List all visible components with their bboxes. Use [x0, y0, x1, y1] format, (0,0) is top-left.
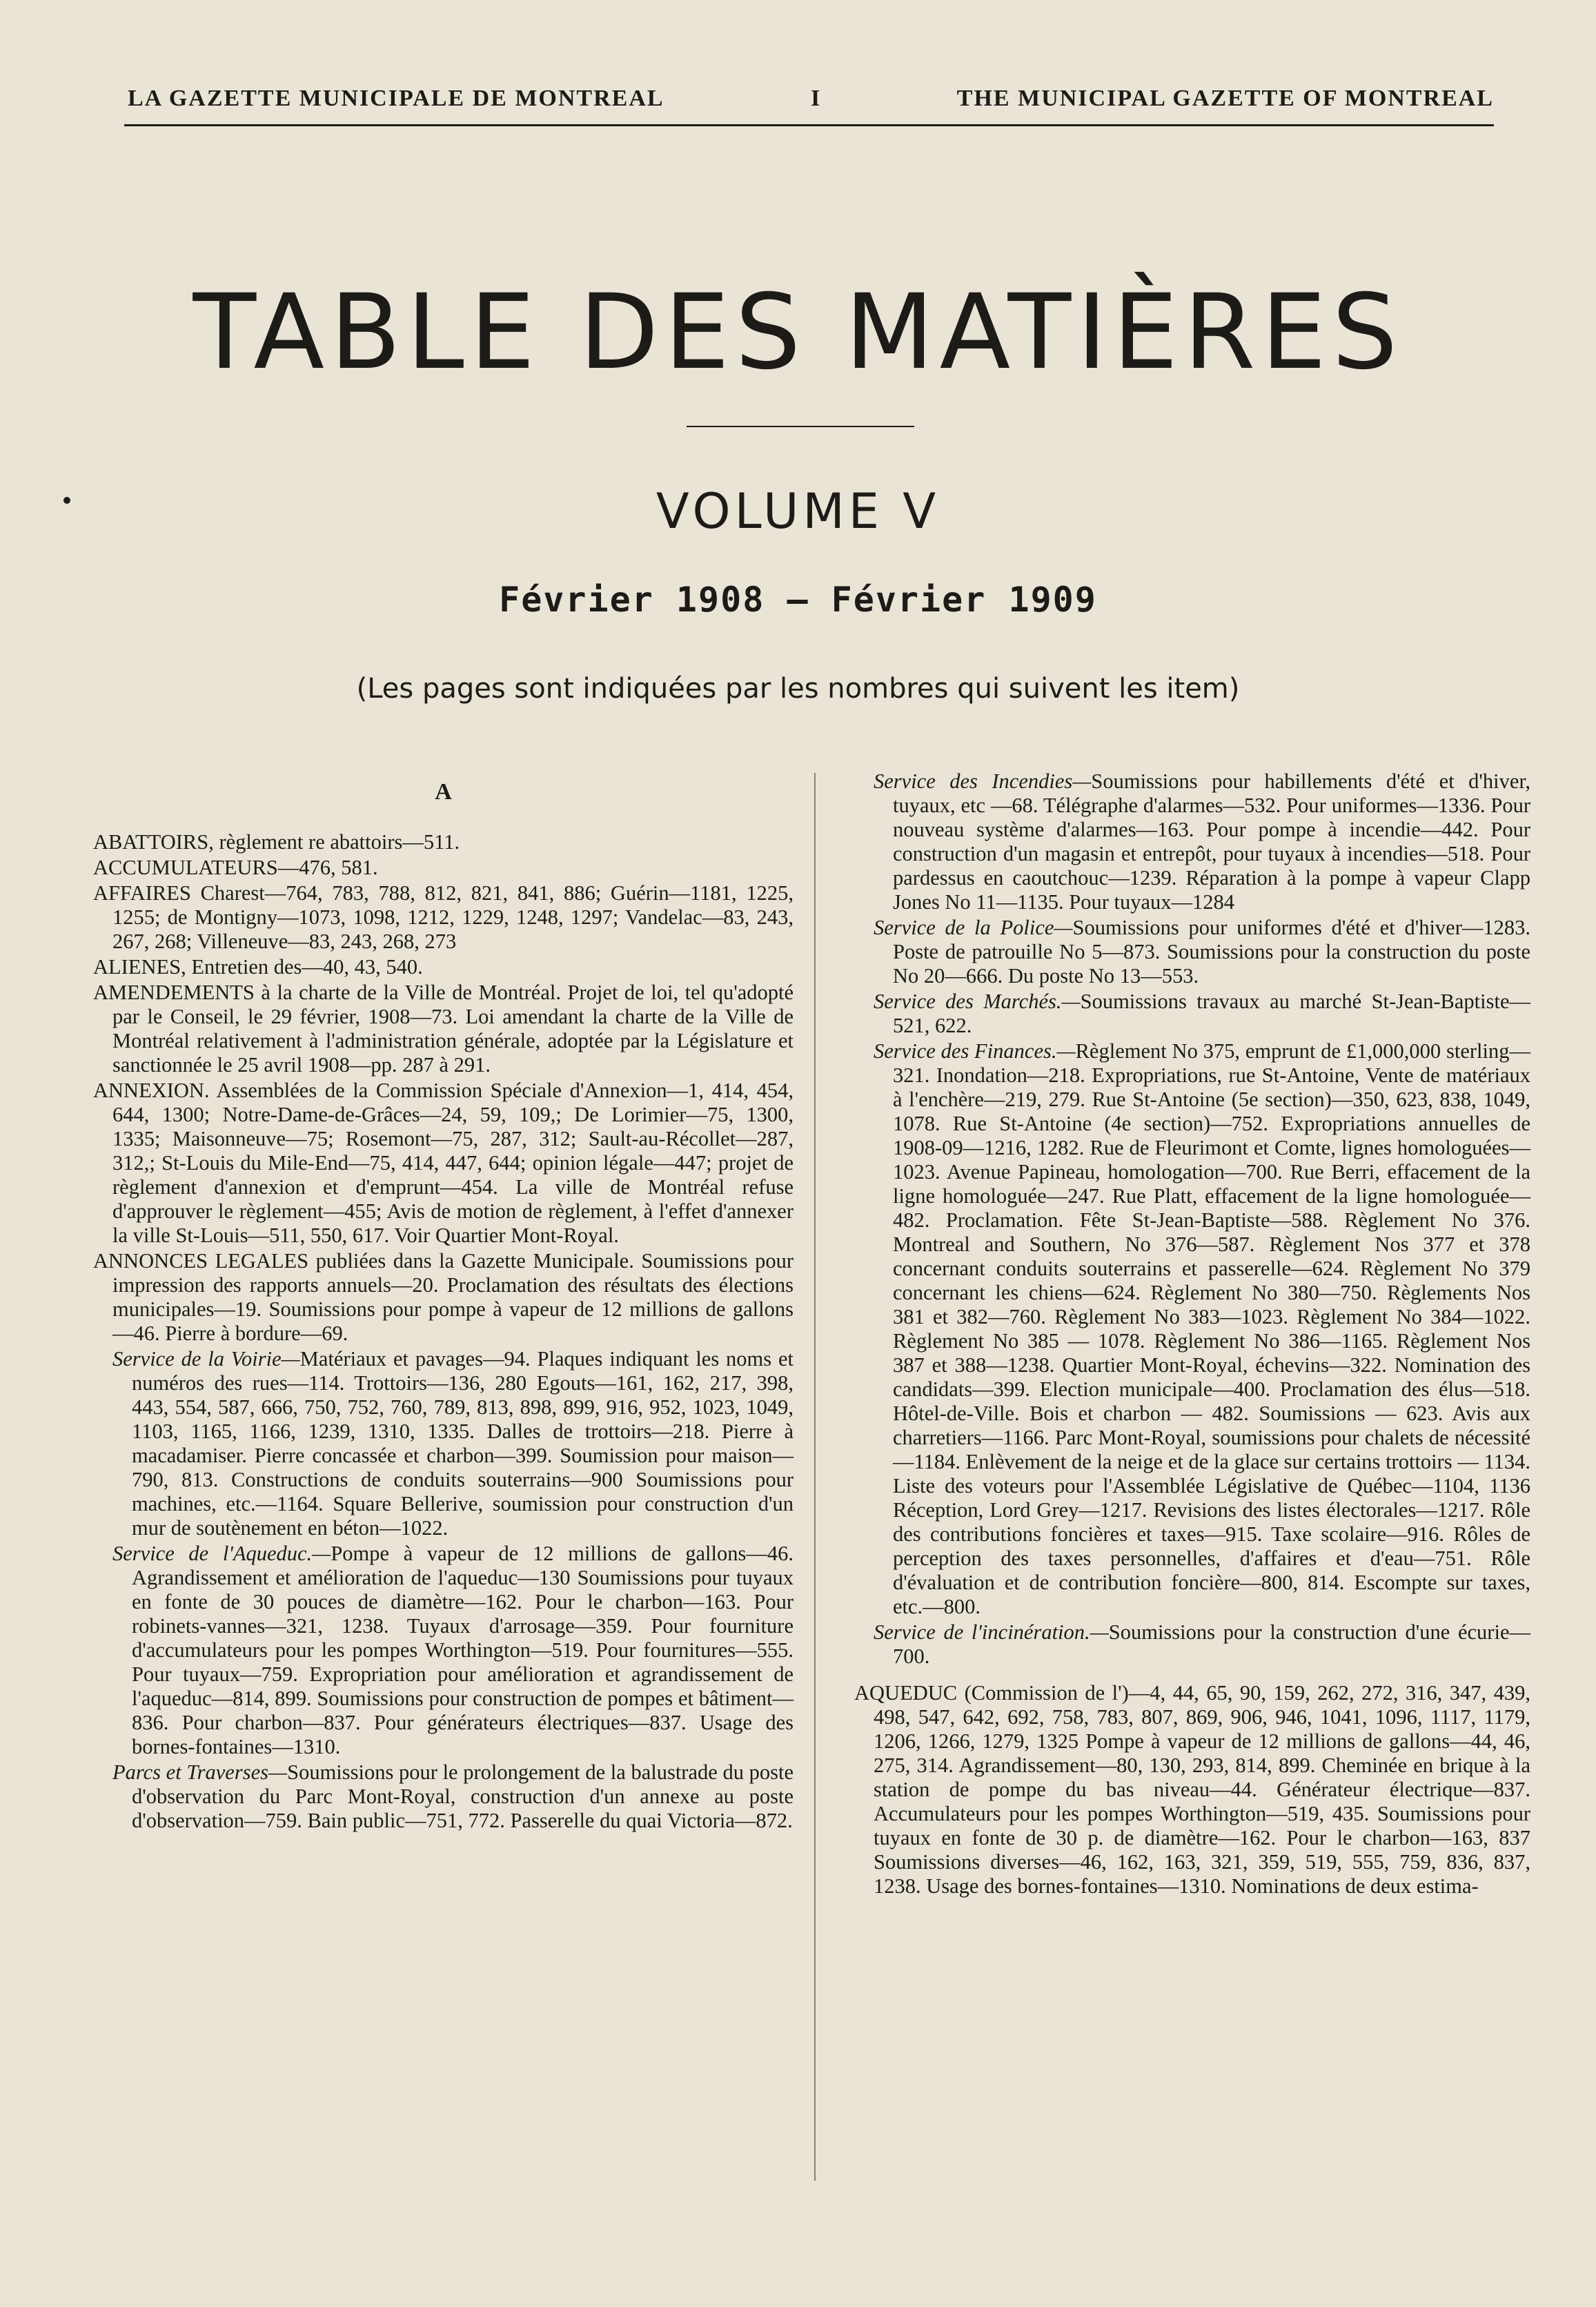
- index-subentry: [93, 1760, 794, 1833]
- subentry-text: Soumissions travaux au marché St-Jean-Baptiste—521, 622.: [893, 990, 1530, 1037]
- subentry-head: Service des Finances.—: [874, 1039, 1076, 1063]
- subentry-head: Service de la Police—: [874, 916, 1073, 939]
- index-entry: [93, 856, 794, 880]
- index-entry: [93, 955, 794, 979]
- entry-text: Charest—764, 783, 788, 812, 821, 841, 886; Guérin—1181, 1225, 1255; de Montigny—1073, 1098, 1212, 1229, 1248, 1297; Vandelac—83, 243, 267, 268; Villeneuve—83, 243, 268, 273: [112, 881, 794, 953]
- index-subentry: [854, 990, 1530, 1038]
- running-head-right: THE MUNICIPAL GAZETTE OF MONTREAL: [956, 86, 1494, 111]
- subentry-head: Service des Marchés.—: [874, 990, 1081, 1013]
- entry-head: AMENDEMENTS: [93, 981, 255, 1004]
- entry-text: publiées dans la Gazette Municipale. Soumissions pour impression des rapports annuels—20. Proclamation des résultats des élections municipales—19. Soumissions pour pompe à vapeur de 12 millions de gallons—46. Pierre à bordure—69.: [112, 1249, 794, 1345]
- index-subentry: [854, 1620, 1530, 1669]
- section-letter: A: [435, 779, 452, 805]
- index-entry: [93, 1249, 794, 1346]
- subentry-text: Pompe à vapeur de 12 millions de gallons—46. Agrandissement et amélioration de l'aqueduc—130 Soumissions pour tuyaux en fonte de 30 pouces de diamètre—162. Pour le charbon—163. Pour robinets-vannes—321, 1238. Tuyaux d'arrosage—359. Pour fourniture d'accumulateurs pour les pompes Worthington—519. Pour fournitures—555. Pour tuyaux—759. Expropriation pour amélioration et agrandissement de l'aqueduc—814, 899. Soumissions pour construction de pompes et bâtiment—836. Pour charbon—837. Pour générateurs électriques—837. Usage des bornes-fontaines—1310.: [132, 1542, 794, 1758]
- index-entry: [854, 1681, 1530, 1898]
- subentry-text: Soumissions pour habillements d'été et d'hiver, tuyaux, etc —68. Télégraphe d'alarmes—532. Pour uniformes—1336. Pour nouveau système d'alarmes—163. Pour pompe à incendie—442. Pour construction d'un magasin et entrepôt, pour tuyaux à incendies—518. Pour pardessus en caoutchouc—1239. Réparation à la pompe à vapeur Clapp Jones No 11—1135. Pour tuyaux—1284: [893, 769, 1531, 914]
- header-rule: [124, 124, 1494, 126]
- subentry-head: Service de l'incinération.—: [874, 1620, 1109, 1644]
- subentry-text: Soumissions pour la construction d'une écurie—700.: [893, 1620, 1530, 1668]
- entry-head: AFFAIRES: [93, 881, 191, 905]
- subentry-head: Service de l'Aqueduc.—: [112, 1542, 331, 1565]
- entry-head: ANNEXION.: [93, 1079, 210, 1102]
- subentry-head: Service de la Voirie—: [112, 1347, 300, 1371]
- left-column: [93, 772, 794, 1834]
- page-title: TABLE DES MATIÈRES: [193, 273, 1403, 393]
- index-entry: [93, 830, 794, 854]
- subentry-head: Parcs et Traverses—: [112, 1760, 288, 1784]
- running-head-left: LA GAZETTE MUNICIPALE DE MONTREAL: [128, 86, 664, 111]
- entry-head: ABATTOIRS,: [93, 830, 214, 854]
- right-column: [854, 769, 1530, 1900]
- page-number: I: [811, 86, 822, 111]
- index-entry: [93, 981, 794, 1077]
- entry-head: ACCUMULATEURS—476, 581.: [93, 856, 378, 879]
- running-head: [121, 81, 1494, 116]
- entry-text: (Commission de l')—4, 44, 65, 90, 159, 262, 272, 316, 347, 439, 498, 547, 642, 692, 758, 783, 807, 869, 906, 946, 1041, 1096, 1117, 1179, 1206, 1266, 1279, 1325 Pompe à vapeur de 12 millions de gallons—44, 46, 275, 314. Agrandissement—80, 130, 293, 814, 899. Cheminée en brique à la station de pompe du bas niveau—44. Générateur électrique—837. Accumulateurs pour les pompes Worthington—519, 435. Soumissions pour tuyaux en fonte de 30 p. de diamètre—162. Pour le charbon—163, 837 Soumissions diverses—46, 162, 163, 321, 359, 519, 555, 759, 836, 837, 1238. Usage des bornes-fontaines—1310. Nominations de deux estima-: [874, 1681, 1530, 1898]
- entry-head: ALIENES,: [93, 955, 186, 979]
- subentry-text: Soumissions pour le prolongement de la balustrade du poste d'observation du Parc Mont-Royal, construction d'un annexe au poste d'observation—759. Bain public—751, 772. Passerelle du quai Victoria—872.: [132, 1760, 794, 1832]
- index-subentry: [93, 1542, 794, 1759]
- date-range: Février 1908 — Février 1909: [499, 580, 1097, 620]
- entry-text: Assemblées de la Commission Spéciale d'Annexion—1, 414, 454, 644, 1300; Notre-Dame-de-Grâces—24, 59, 109,; De Lorimier—75, 1300, 1335; Maisonneuve—75; Rosemont—75, 287, 312; Sault-au-Récollet—287, 312,; St-Louis du Mile-End—75, 414, 447, 644; opinion légale—447; projet de règlement d'annexion et d'emprunt—454. La ville de Montréal refuse d'approuver le règlement—455; Avis de motion de règlement, à l'effet d'annexer la ville St-Louis—511, 550, 617. Voir Quartier Mont-Royal.: [112, 1079, 794, 1247]
- index-subentry: [854, 769, 1530, 914]
- entry-text: Entretien des—40, 43, 540.: [191, 955, 423, 979]
- subentry-text: Matériaux et pavages—94. Plaques indiquant les noms et numéros des rues—114. Trottoirs—136, 280 Egouts—161, 162, 217, 398, 443, 554, 587, 666, 750, 752, 760, 789, 813, 898, 899, 916, 952, 1023, 1049, 1103, 1165, 1166, 1239, 1310, 1335. Dalles de trottoirs—218. Pierre à macadamiser. Pierre concassée et charbon—399. Soumission pour maison—790, 813. Constructions de conduits souterrains—900 Soumissions pour machines, etc.—1164. Square Bellerive, soumission pour construction d'un mur de soutènement en béton—1022.: [132, 1347, 794, 1540]
- index-subentry: [854, 1039, 1530, 1619]
- entry-text: à la charte de la Ville de Montréal. Projet de loi, tel qu'adopté par le Conseil, le 29 février, 1908—73. Loi amendant la charte de la Ville de Montréal relativement à l'administration générale, adoptée par la Législature et sanctionnée le 25 avril 1908—pp. 287 à 291.: [112, 981, 794, 1077]
- entry-head: ANNONCES LEGALES: [93, 1249, 309, 1273]
- subentry-text: Soumissions pour uniformes d'été et d'hiver—1283. Poste de patrouille No 5—873. Soumissions pour la construction du poste No 20—666. Du poste No 13—553.: [893, 916, 1530, 988]
- index-entry: [93, 1079, 794, 1248]
- volume-heading: VOLUME V: [656, 483, 940, 540]
- subentry-head: Service des Incendies—: [874, 769, 1092, 793]
- column-divider: [814, 773, 816, 2181]
- page-note: (Les pages sont indiquées par les nombres qui suivent les item): [356, 673, 1240, 705]
- index-subentry: [854, 916, 1530, 988]
- subentry-text: Règlement No 375, emprunt de £1,000,000 sterling—321. Inondation—218. Expropriations, rue St-Antoine, Vente de matériaux à l'enchère—219, 279. Rue St-Antoine (5e section)—350, 623, 838, 1049, 1078. Rue St-Antoine (4e section)—752. Expropriations annuelles de 1908-09—1216, 1282. Rue de Fleurimont et Comte, lignes homologuées—1023. Avenue Papineau, homologation—700. Rue Berri, effacement de la ligne homologuée—247. Rue Platt, effacement de la ligne homologuée—482. Proclamation. Fête St-Jean-Baptiste—588. Règlement No 376. Montreal and Southern, No 376—587. Règlement Nos 377 et 378 concernant conduits souterrains et passerelle—624. Règlement No 379 concernant les chiens—624. Règlement No 380—750. Règlements Nos 381 et 382—760. Règlement No 383—1023. Règlement No 384—1022. Règlement No 385 — 1078. Règlement No 386—1165. Règlement Nos 387 et 388—1238. Quartier Mont-Royal, échevins—322. Nomination des candidats—399. Election municipale—400. Proclamation des élus—518. Hôtel-de-Ville. Bois et charbon — 482. Soumissions — 623. Avis aux charretiers—1166. Parc Mont-Royal, soumissions pour chalets de nécessité—1184. Enlèvement de la neige et de la glace sur certains trottoirs — 1134. Liste des voteurs pour l'Assemblée Législative de Québec—1104, 1136 Réception, Lord Grey—1217. Revisions des listes électorales—1217. Rôle des contributions foncières et taxes—915. Taxe scolaire—916. Rôles de perception des taxes personnelles, d'affaires et d'eau—751. Rôle d'évaluation et de contribution foncière—800, 814. Escompte sur taxes, etc.—800.: [893, 1039, 1530, 1618]
- index-subentry: [93, 1347, 794, 1540]
- entry-text: règlement re abattoirs—511.: [219, 830, 460, 854]
- index-entry: [93, 881, 794, 954]
- entry-head: AQUEDUC: [854, 1681, 958, 1705]
- title-rule: [687, 426, 914, 427]
